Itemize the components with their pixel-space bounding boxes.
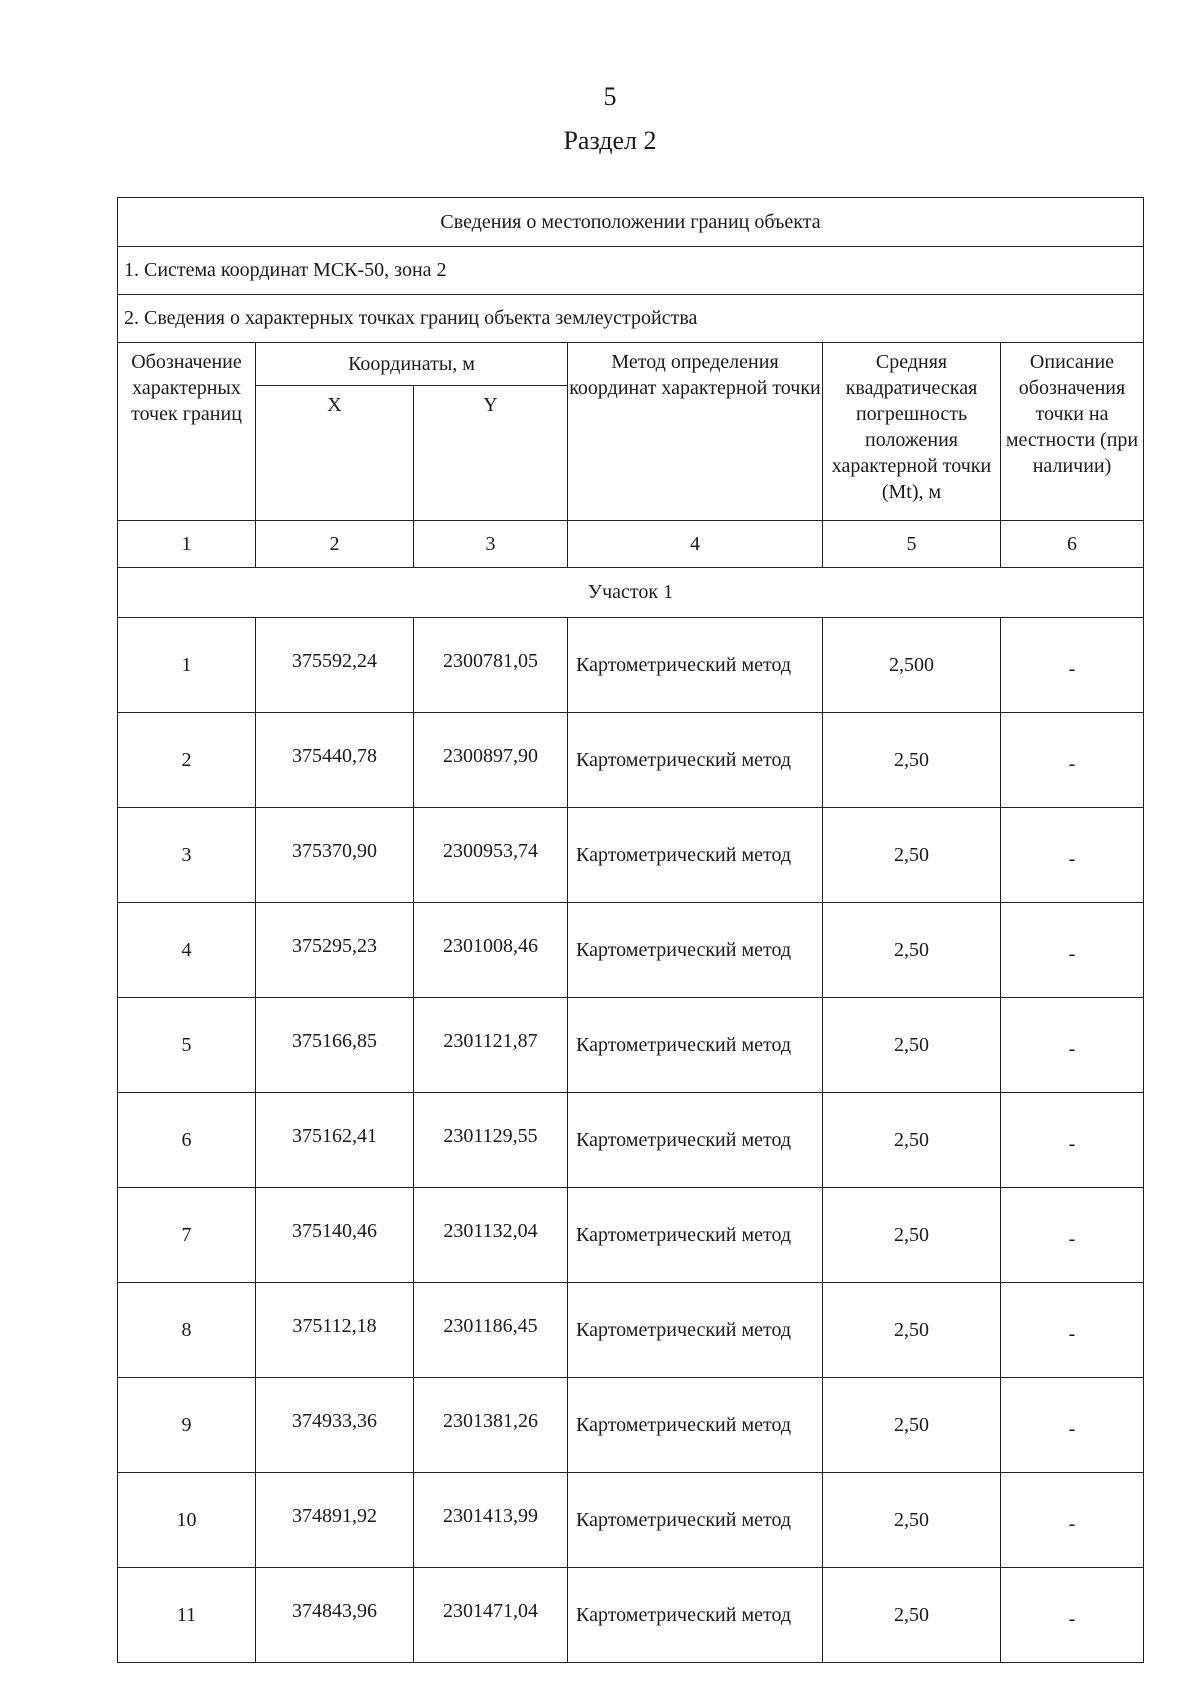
x-cell: 375370,90 (256, 808, 414, 903)
table-row (118, 1093, 1144, 1188)
column-number: 2 (256, 521, 414, 568)
description-cell: - (1001, 903, 1144, 998)
column-number-row (118, 521, 1144, 568)
point-cell: 1 (118, 618, 256, 713)
error-cell: 2,50 (823, 1378, 1001, 1473)
y-cell: 2301413,99 (414, 1473, 568, 1568)
point-cell: 7 (118, 1188, 256, 1283)
header-point-designation: Обозначение характерных точек границ (118, 343, 256, 521)
table-row (118, 713, 1144, 808)
method-cell: Картометрический метод (568, 998, 823, 1093)
description-cell: - (1001, 713, 1144, 808)
description-cell: - (1001, 1378, 1144, 1473)
method-cell: Картометрический метод (568, 903, 823, 998)
header-y: Y (414, 386, 568, 521)
table-row (118, 1473, 1144, 1568)
error-cell: 2,50 (823, 1568, 1001, 1663)
table-row (118, 618, 1144, 713)
column-number: 4 (568, 521, 823, 568)
column-number: 1 (118, 521, 256, 568)
description-cell: - (1001, 1093, 1144, 1188)
y-cell: 2301381,26 (414, 1378, 568, 1473)
x-cell: 375162,41 (256, 1093, 414, 1188)
error-cell: 2,50 (823, 808, 1001, 903)
page-number: 5 (603, 82, 617, 111)
error-cell: 2,50 (823, 713, 1001, 808)
method-cell: Картометрический метод (568, 808, 823, 903)
error-cell: 2,50 (823, 1473, 1001, 1568)
error-cell: 2,500 (823, 618, 1001, 713)
y-cell: 2301121,87 (414, 998, 568, 1093)
column-number: 3 (414, 521, 568, 568)
method-cell: Картометрический метод (568, 1473, 823, 1568)
method-cell: Картометрический метод (568, 713, 823, 808)
point-cell: 4 (118, 903, 256, 998)
x-cell: 374933,36 (256, 1378, 414, 1473)
y-cell: 2301471,04 (414, 1568, 568, 1663)
error-cell: 2,50 (823, 1283, 1001, 1378)
table-title-row (118, 198, 1144, 247)
y-cell: 2300953,74 (414, 808, 568, 903)
plot-label: Участок 1 (118, 568, 1144, 618)
header-method: Метод определения координат характерной точки (568, 343, 823, 521)
error-cell: 2,50 (823, 1093, 1001, 1188)
header-x: X (256, 386, 414, 521)
table-row (118, 1378, 1144, 1473)
description-cell: - (1001, 1568, 1144, 1663)
description-cell: - (1001, 1283, 1144, 1378)
header-row (118, 343, 1144, 386)
table-row (118, 903, 1144, 998)
description-cell: - (1001, 998, 1144, 1093)
x-cell: 375592,24 (256, 618, 414, 713)
table-title: Сведения о местоположении границ объекта (118, 198, 1144, 247)
table-row (118, 1568, 1144, 1663)
error-cell: 2,50 (823, 1188, 1001, 1283)
description-cell: - (1001, 1188, 1144, 1283)
y-cell: 2301008,46 (414, 903, 568, 998)
point-cell: 8 (118, 1283, 256, 1378)
section-title: Раздел 2 (563, 126, 657, 155)
plot-row (118, 568, 1144, 618)
point-cell: 5 (118, 998, 256, 1093)
x-cell: 374843,96 (256, 1568, 414, 1663)
coordinate-system-row (118, 247, 1144, 295)
point-cell: 3 (118, 808, 256, 903)
error-cell: 2,50 (823, 998, 1001, 1093)
point-cell: 10 (118, 1473, 256, 1568)
point-cell: 9 (118, 1378, 256, 1473)
table-row (118, 1283, 1144, 1378)
coordinate-system: 1. Система координат МСК-50, зона 2 (118, 247, 1144, 295)
method-cell: Картометрический метод (568, 618, 823, 713)
boundary-table (117, 197, 1144, 1663)
x-cell: 375440,78 (256, 713, 414, 808)
error-cell: 2,50 (823, 903, 1001, 998)
x-cell: 375166,85 (256, 998, 414, 1093)
y-cell: 2300897,90 (414, 713, 568, 808)
points-heading-row (118, 295, 1144, 343)
y-cell: 2301186,45 (414, 1283, 568, 1378)
point-cell: 11 (118, 1568, 256, 1663)
x-cell: 375112,18 (256, 1283, 414, 1378)
header-coordinates: Координаты, м (256, 343, 568, 386)
y-cell: 2300781,05 (414, 618, 568, 713)
method-cell: Картометрический метод (568, 1283, 823, 1378)
table-row (118, 998, 1144, 1093)
method-cell: Картометрический метод (568, 1568, 823, 1663)
description-cell: - (1001, 1473, 1144, 1568)
description-cell: - (1001, 618, 1144, 713)
x-cell: 375295,23 (256, 903, 414, 998)
table-row (118, 1188, 1144, 1283)
point-cell: 2 (118, 713, 256, 808)
column-number: 5 (823, 521, 1001, 568)
y-cell: 2301129,55 (414, 1093, 568, 1188)
table-row (118, 808, 1144, 903)
method-cell: Картометрический метод (568, 1188, 823, 1283)
header-description: Описание обозначения точки на местности (при наличии) (1001, 343, 1144, 521)
x-cell: 374891,92 (256, 1473, 414, 1568)
column-number: 6 (1001, 521, 1144, 568)
point-cell: 6 (118, 1093, 256, 1188)
method-cell: Картометрический метод (568, 1093, 823, 1188)
points-heading: 2. Сведения о характерных точках границ объекта землеустройства (118, 295, 1144, 343)
y-cell: 2301132,04 (414, 1188, 568, 1283)
method-cell: Картометрический метод (568, 1378, 823, 1473)
header-error: Средняя квадратическая погрешность положения характерной точки (Mt), м (823, 343, 1001, 521)
x-cell: 375140,46 (256, 1188, 414, 1283)
description-cell: - (1001, 808, 1144, 903)
